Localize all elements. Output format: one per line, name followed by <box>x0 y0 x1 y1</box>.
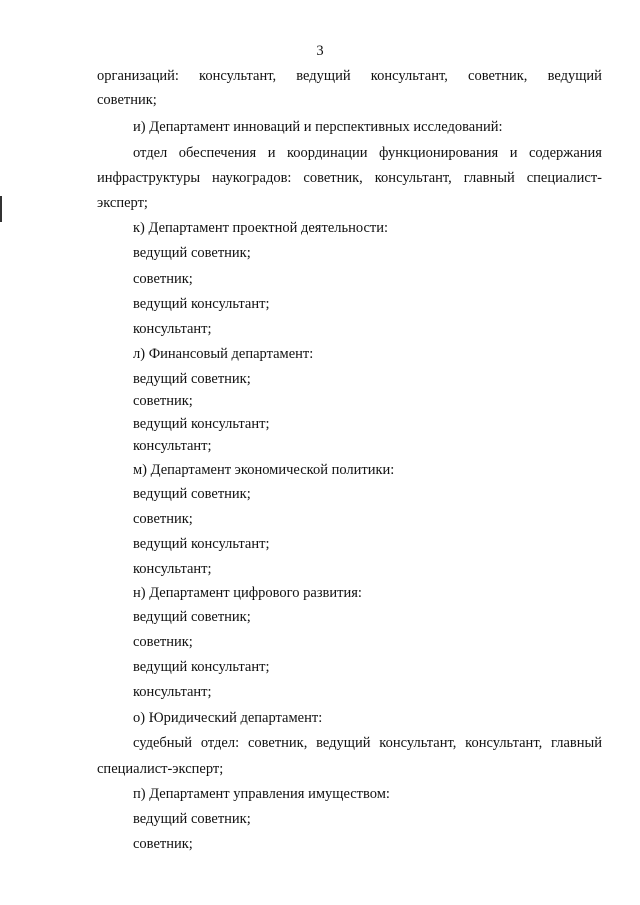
word: инфраструктуры <box>97 170 201 186</box>
word: отдел <box>133 145 168 161</box>
word: консультант, <box>374 170 452 186</box>
section-heading-p: п) Департамент управления имуществом: <box>133 786 390 802</box>
page-number: 3 <box>316 43 324 59</box>
word: советник, <box>303 170 363 186</box>
word: консультант, <box>370 68 448 84</box>
section-heading-n: н) Департамент цифрового развития: <box>133 585 362 601</box>
list-item: ведущий консультант; <box>133 659 270 675</box>
word: наукоградов: <box>212 170 292 186</box>
text-line-5 <box>97 169 602 187</box>
word: обеспечения <box>178 145 257 161</box>
list-item: ведущий консультант; <box>133 416 270 432</box>
list-item: ведущий советник; <box>133 811 251 827</box>
list-item: советник; <box>133 511 193 527</box>
list-item: ведущий советник; <box>133 245 251 261</box>
word: советник, <box>247 735 308 751</box>
word: советник, <box>468 68 528 84</box>
text-line-28 <box>133 734 602 752</box>
word: ведущий <box>296 68 351 84</box>
list-item: консультант; <box>133 321 212 337</box>
section-heading-i: и) Департамент инноваций и перспективных исследований: <box>133 119 503 135</box>
text-line-1 <box>97 67 602 85</box>
list-item: консультант; <box>133 684 212 700</box>
list-item: ведущий советник; <box>133 609 251 625</box>
list-item: ведущий советник; <box>133 486 251 502</box>
section-heading-o: о) Юридический департамент: <box>133 710 323 726</box>
word: главный <box>463 170 515 186</box>
word: ведущий <box>547 68 602 84</box>
word: функционирования <box>379 145 499 161</box>
list-item: советник; <box>133 393 193 409</box>
text-line-4 <box>133 144 602 162</box>
text-line-2: советник; <box>97 92 157 108</box>
list-item: советник; <box>133 634 193 650</box>
word: консультант, <box>465 735 543 751</box>
word: содержания <box>528 145 602 161</box>
section-heading-m: м) Департамент экономической политики: <box>133 462 395 478</box>
section-heading-k: к) Департамент проектной деятельности: <box>133 220 389 236</box>
list-item: консультант; <box>133 438 212 454</box>
list-item: советник; <box>133 836 193 852</box>
word: консультант, <box>379 735 457 751</box>
word: ведущий <box>316 735 371 751</box>
list-item: ведущий советник; <box>133 371 251 387</box>
word: отдел: <box>200 735 240 751</box>
list-item: советник; <box>133 271 193 287</box>
word: специалист- <box>526 170 602 186</box>
list-item: ведущий консультант; <box>133 296 270 312</box>
list-item: ведущий консультант; <box>133 536 270 552</box>
word: судебный <box>133 735 193 751</box>
word: координации <box>287 145 368 161</box>
word: и <box>267 145 276 161</box>
text-line-6: эксперт; <box>97 195 148 211</box>
scan-edge-mark <box>0 196 2 222</box>
word: организаций: <box>97 68 179 84</box>
word: и <box>509 145 518 161</box>
text-line-29: специалист-эксперт; <box>97 761 224 777</box>
word: главный <box>551 735 602 751</box>
list-item: консультант; <box>133 561 212 577</box>
section-heading-l: л) Финансовый департамент: <box>133 346 314 362</box>
word: консультант, <box>199 68 277 84</box>
